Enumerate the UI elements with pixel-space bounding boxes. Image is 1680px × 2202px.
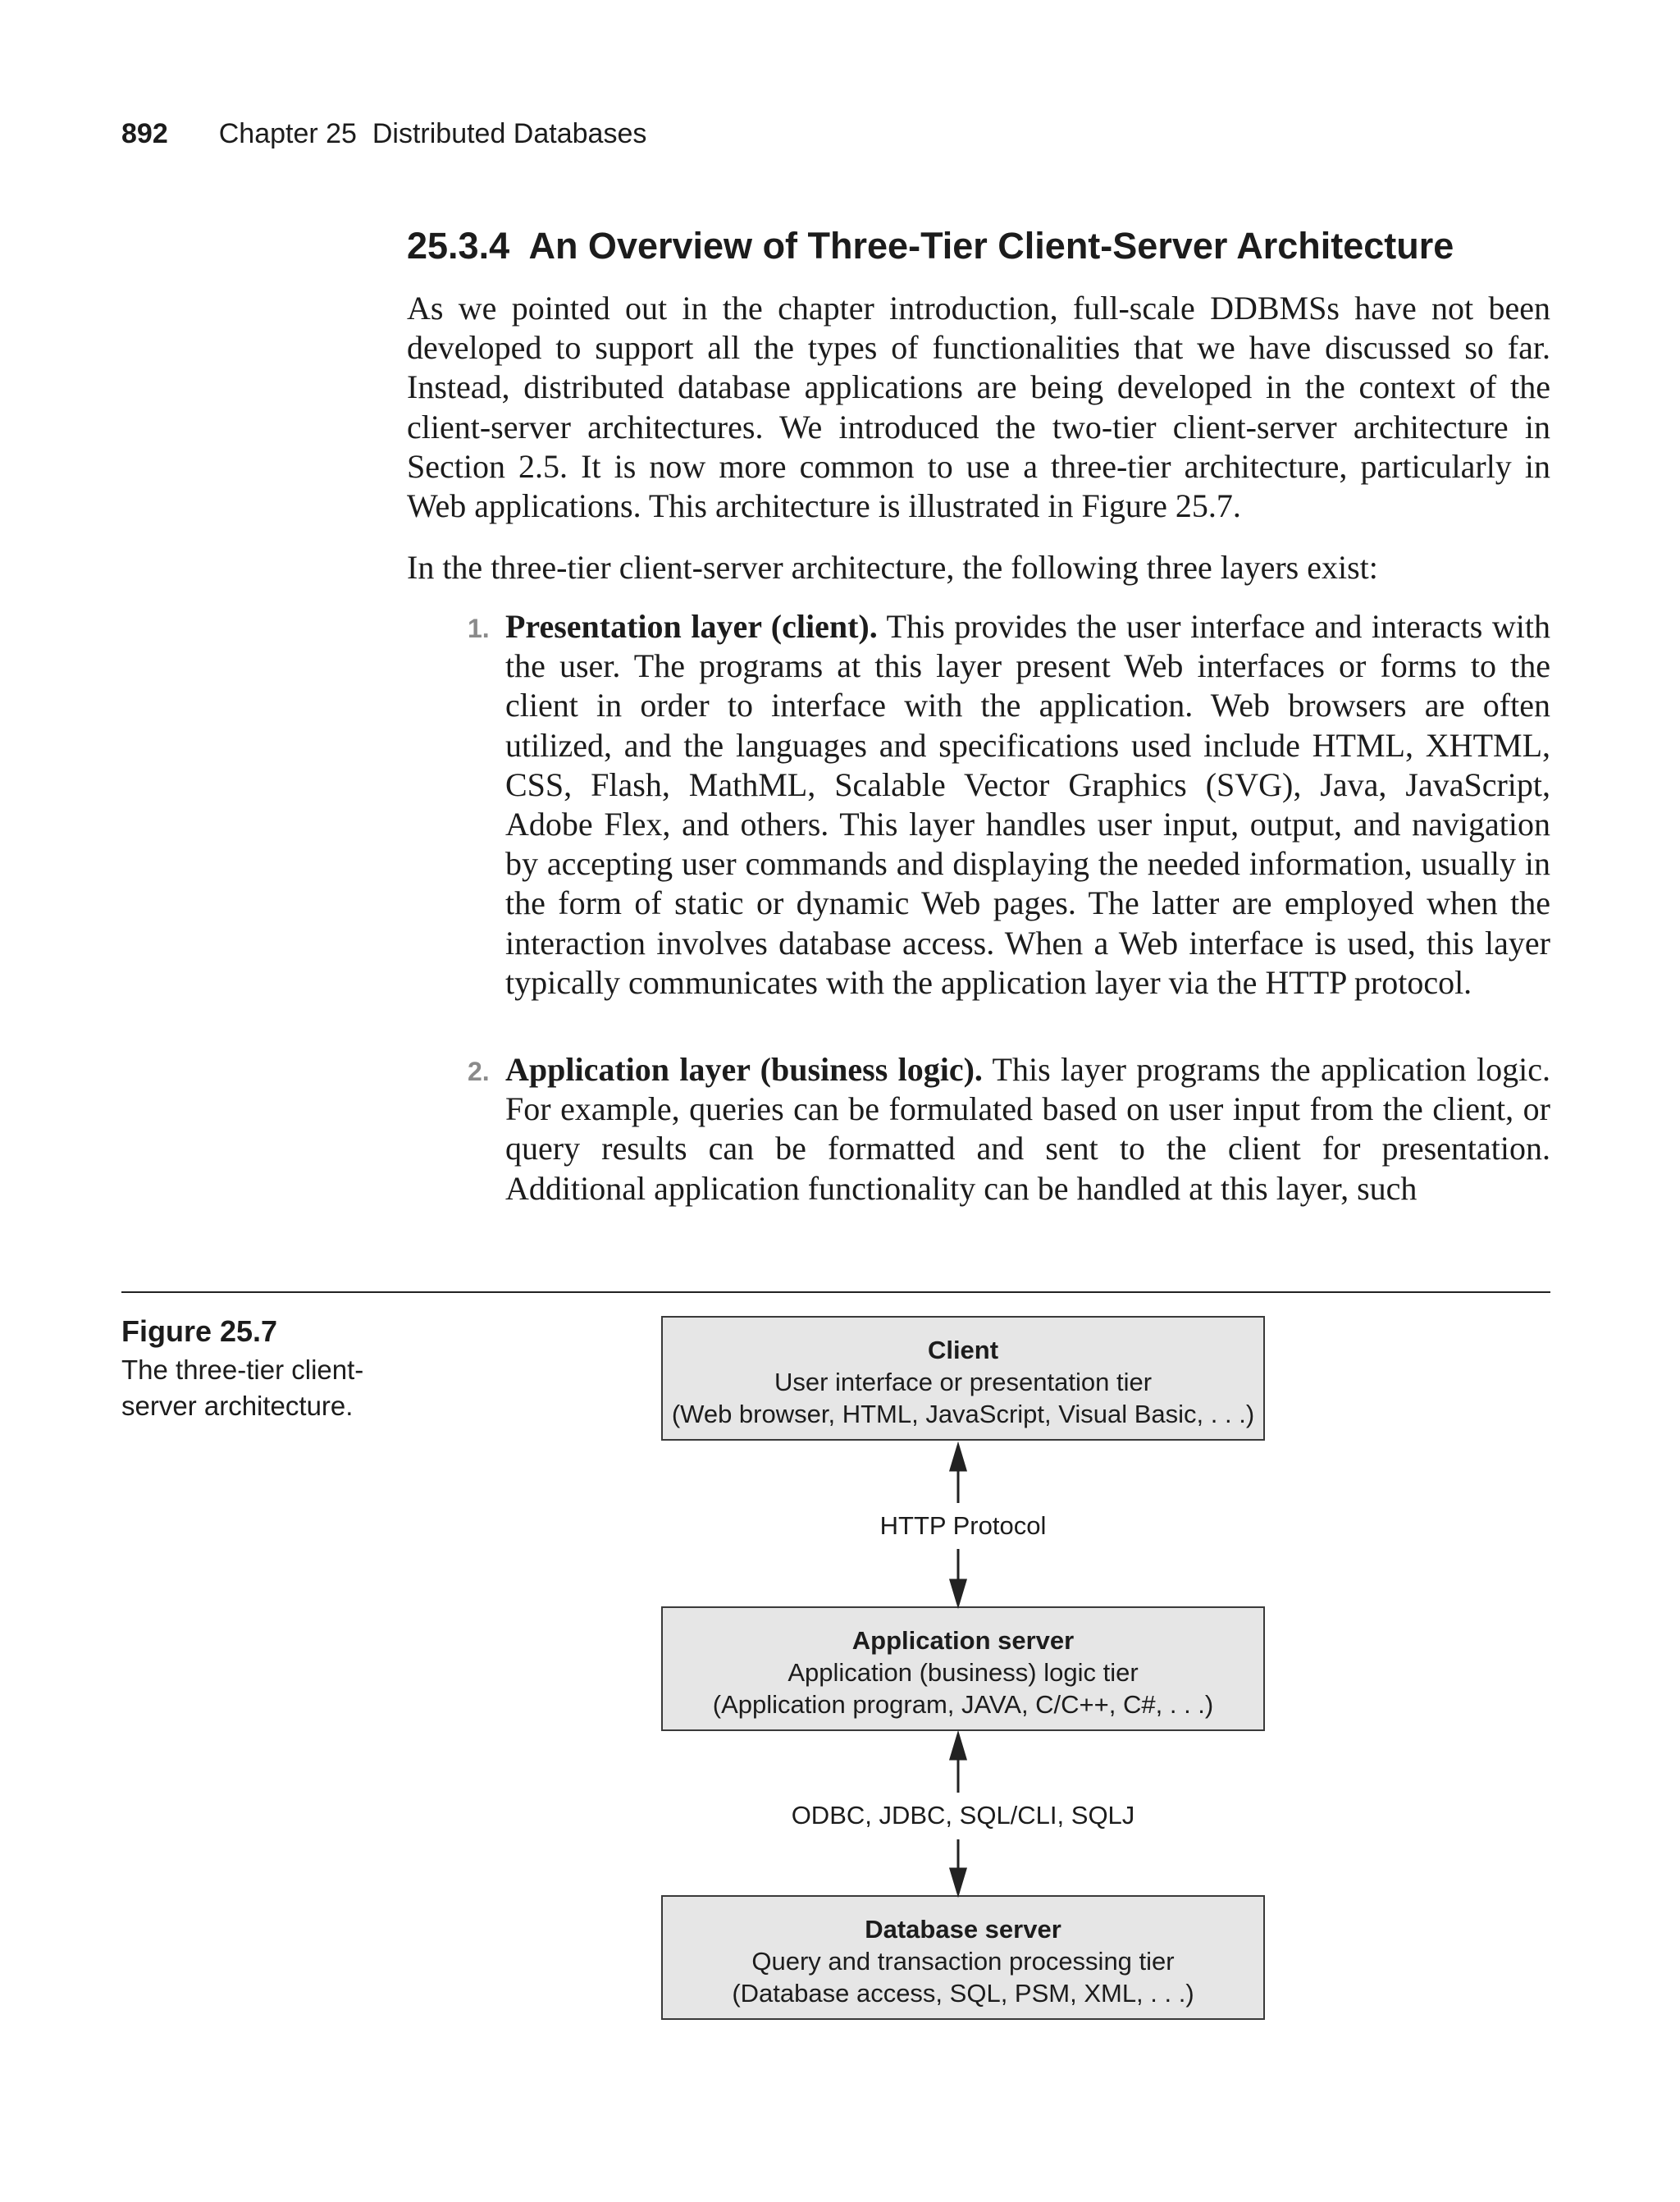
figure-label: Figure 25.7 bbox=[121, 1314, 278, 1348]
arrow-down-head bbox=[951, 1580, 966, 1605]
db-connectivity-label: ODBC, JDBC, SQL/CLI, SQLJ bbox=[791, 1801, 1135, 1830]
intro-paragraph: As we pointed out in the chapter introduction, full-scale DDBMSs have not been developed to support all the types of functionalities that we have discussed so far. Instead, distributed database applications are being developed in the context of the client-server architectures. We introduced the two-tier client-server architecture in Section 2.5. It is now more common to use a three-tier architecture, particularly in Web applications. This architecture is illustrated in Figure 25.7. bbox=[407, 290, 1550, 525]
section-heading: 25.3.4 An Overview of Three-Tier Client-Server Architecture bbox=[407, 225, 1454, 267]
page-number: 892 bbox=[121, 118, 168, 149]
arrow-up-head bbox=[951, 1734, 966, 1759]
list-text: This layer programs the application logic. For example, queries can be formulated based on user input from the client, or query results can be formatted and sent to the client for presentation. Additional application functionality can be handled at this layer, such bbox=[505, 1051, 1550, 1207]
arrow-up-head bbox=[951, 1446, 966, 1470]
http-protocol-label: HTTP Protocol bbox=[879, 1511, 1047, 1540]
tier-title: Database server bbox=[865, 1915, 1061, 1944]
list-number: 1. bbox=[468, 614, 490, 643]
list-number: 2. bbox=[468, 1057, 490, 1086]
list-term: Presentation layer (client). bbox=[505, 608, 878, 645]
tier-subtitle: Application (business) logic tier bbox=[788, 1658, 1139, 1687]
layers-intro-paragraph: In the three-tier client-server architecture, the following three layers exist: bbox=[407, 549, 1378, 586]
arrow-down-head bbox=[951, 1869, 966, 1894]
list-term: Application layer (business logic). bbox=[505, 1051, 983, 1088]
tier-detail: (Application program, JAVA, C/C++, C#, . . .) bbox=[712, 1690, 1214, 1719]
figure-caption: The three-tier client-server architecture. bbox=[121, 1355, 364, 1421]
list-text: This provides the user interface and interacts with the user. The programs at this layer present Web interfaces or forms to the client in order to interface with the application. Web browsers are often utilized, and the languages and specifications used include HTML, XHTML, CSS, Flash, MathML, Scalable Vector Graphics (SVG), Java, JavaScript, Adobe Flex, and others. This layer handles user input, output, and navigation by accepting user commands and displaying the needed information, usually in the form of static or dynamic Web pages. The latter are employed when the interaction involves database access. When a Web interface is used, this layer typically communicates with the application layer via the HTTP protocol. bbox=[505, 608, 1551, 1001]
chapter-title: Chapter 25 Distributed Databases bbox=[218, 118, 647, 149]
tier-subtitle: Query and transaction processing tier bbox=[751, 1947, 1175, 1976]
tier-detail: (Web browser, HTML, JavaScript, Visual Basic, . . .) bbox=[671, 1400, 1255, 1428]
tier-title: Application server bbox=[851, 1626, 1075, 1655]
tier-subtitle: User interface or presentation tier bbox=[774, 1368, 1153, 1396]
tier-title: Client bbox=[927, 1336, 999, 1364]
tier-detail: (Database access, SQL, PSM, XML, . . .) bbox=[732, 1979, 1194, 2008]
